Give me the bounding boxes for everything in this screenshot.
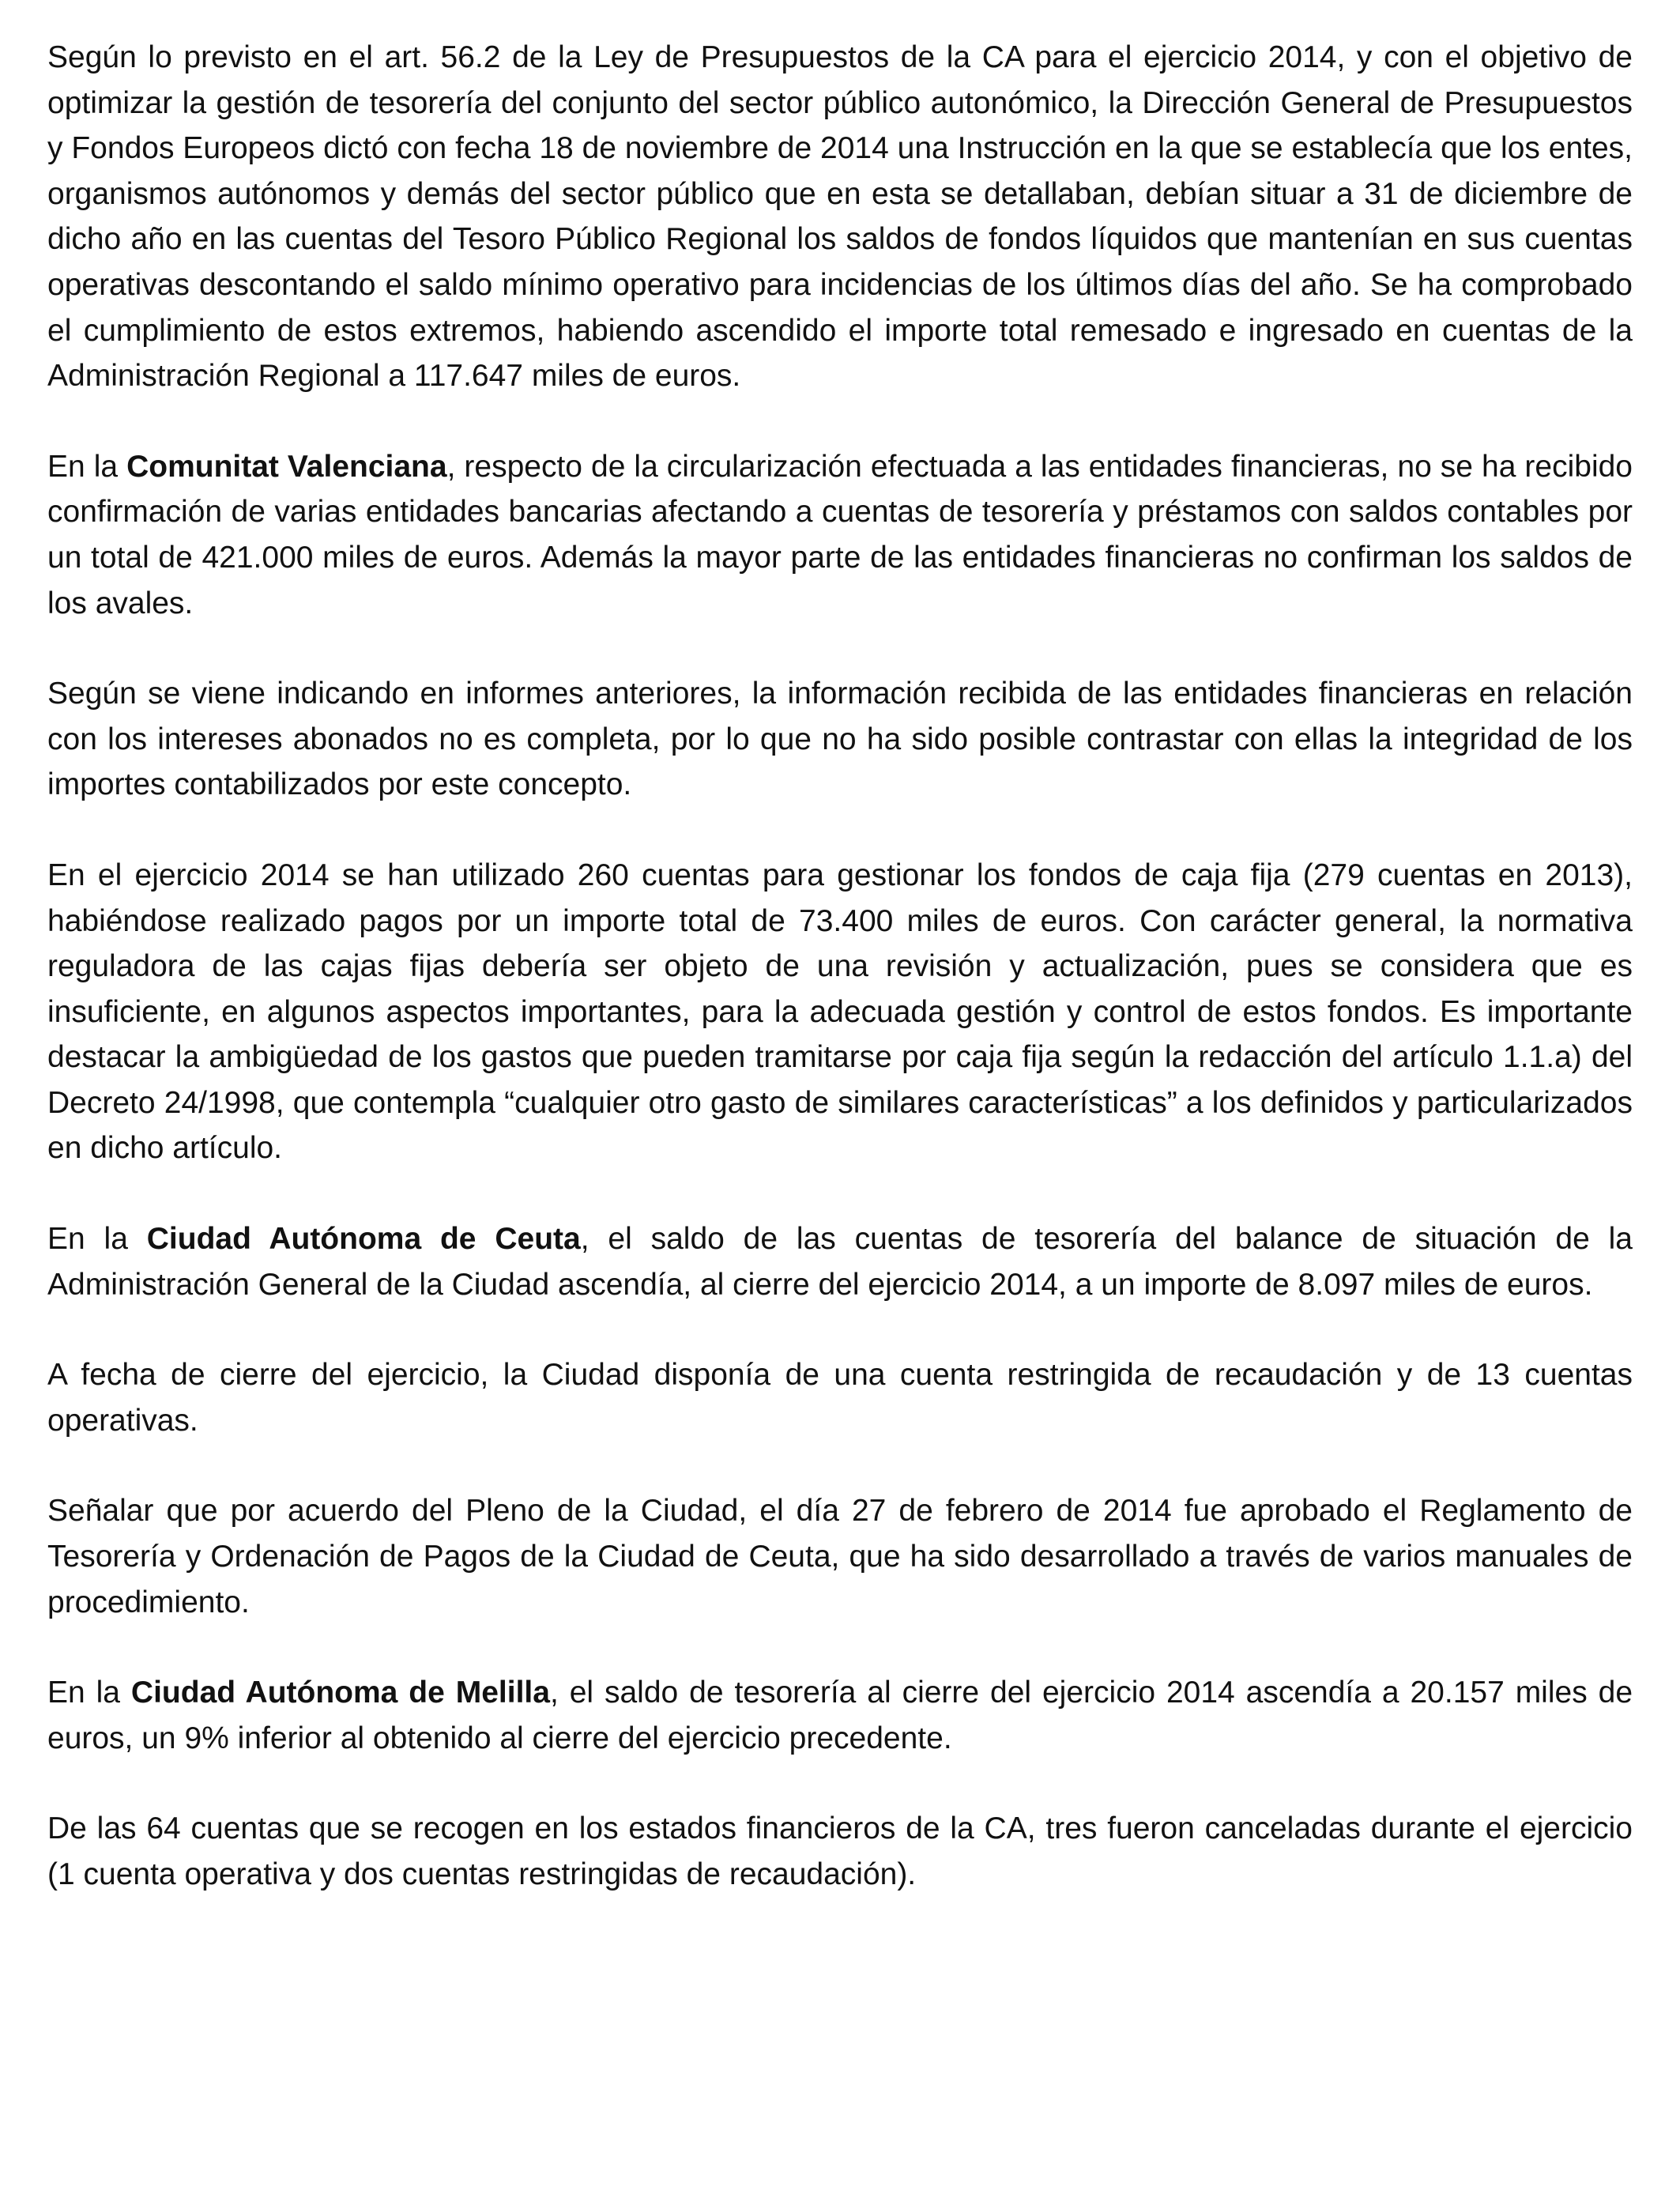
paragraph-lead-text: En la [47,1222,147,1257]
paragraph-comunitat-valenciana [47,444,1633,626]
document-page [47,35,1633,1943]
paragraph-intereses: Según se viene indicando en informes anteriores, la información recibida de las entidades financieras en relación con los intereses abonados no es completa, por lo que no ha sido posible contrastar con ellas la integridad de los importes contabilizados por este concepto. [47,677,1633,802]
paragraph-lead-text: En la [47,449,127,484]
paragraph-caja-fija: En el ejercicio 2014 se han utilizado 260 cuentas para gestionar los fondos de caja fija (279 cuentas en 2013), habiéndose realizado pagos por un importe total de 73.400 miles de euros. Con carácter general, la normativa reguladora de las cajas fijas debería ser objeto de una revisión y actualización, pues se considera que es insuficiente, en algunos aspectos importantes, para la adecuada gestión y control de estos fondos. Es importante destacar la ambigüedad de los gastos que pueden tramitarse por caja fija según la redacción del artículo 1.1.a) del Decreto 24/1998, que contempla “cualquier otro gasto de similares características” a los definidos y particularizados en dicho artículo. [47,858,1633,1166]
paragraph-body-text: , respecto de la circularización efectuada a las entidades financieras, no se ha recibido confirmación de varias entidades bancarias afectando a cuentas de tesorería y préstamos con saldos contables por un total de 421.000 miles de euros. Además la mayor parte de las entidades financieras no confirman los saldos de los avales. [47,449,1633,620]
region-heading-melilla: Ciudad Autónoma de Melilla [130,1676,550,1710]
region-heading-comunitat-valenciana: Comunitat Valenciana [126,449,447,484]
paragraph-body-text: , el saldo de las cuentas de tesorería del balance de situación de la Administración General de la Ciudad ascendía, al cierre del ejercicio 2014, a un importe de 8.097 miles de euros. [47,1222,1633,1302]
paragraph-melilla-cuentas: De las 64 cuentas que se recogen en los estados financieros de la CA, tres fueron canceladas durante el ejercicio (1 cuenta operativa y dos cuentas restringidas de recaudación). [47,1811,1633,1891]
paragraph-melilla [47,1670,1633,1761]
region-heading-ceuta: Ciudad Autónoma de Ceuta [146,1222,581,1257]
paragraph-ceuta-cuentas: A fecha de cierre del ejercicio, la Ciudad disponía de una cuenta restringida de recaudación y de 13 cuentas operativas. [47,1358,1633,1438]
paragraph-ceuta [47,1216,1633,1307]
paragraph-lead-text: En la [47,1676,131,1710]
paragraph-tesoro-regional: Según lo previsto en el art. 56.2 de la Ley de Presupuestos de la CA para el ejercicio 2014, y con el objetivo de optimizar la gestión de tesorería del conjunto del sector público autonómico, la Dirección General de Presupuestos y Fondos Europeos dictó con fecha 18 de noviembre de 2014 una Instrucción en la que se establecía que los entes, organismos autónomos y demás del sector público que en esta se detallaban, debían situar a 31 de diciembre de dicho año en las cuentas del Tesoro Público Regional los saldos de fondos líquidos que mantenían en sus cuentas operativas descontando el saldo mínimo operativo para incidencias de los últimos días del año. Se ha comprobado el cumplimiento de estos extremos, habiendo ascendido el importe total remesado e ingresado en cuentas de la Administración Regional a 117.647 miles de euros. [47,40,1633,394]
paragraph-ceuta-reglamento: Señalar que por acuerdo del Pleno de la Ciudad, el día 27 de febrero de 2014 fue aprobado el Reglamento de Tesorería y Ordenación de Pagos de la Ciudad de Ceuta, que ha sido desarrollado a través de varios manuales de procedimiento. [47,1494,1633,1619]
paragraph-body-text: , el saldo de tesorería al cierre del ejercicio 2014 ascendía a 20.157 miles de euros, un 9% inferior al obtenido al cierre del ejercicio precedente. [47,1676,1633,1755]
